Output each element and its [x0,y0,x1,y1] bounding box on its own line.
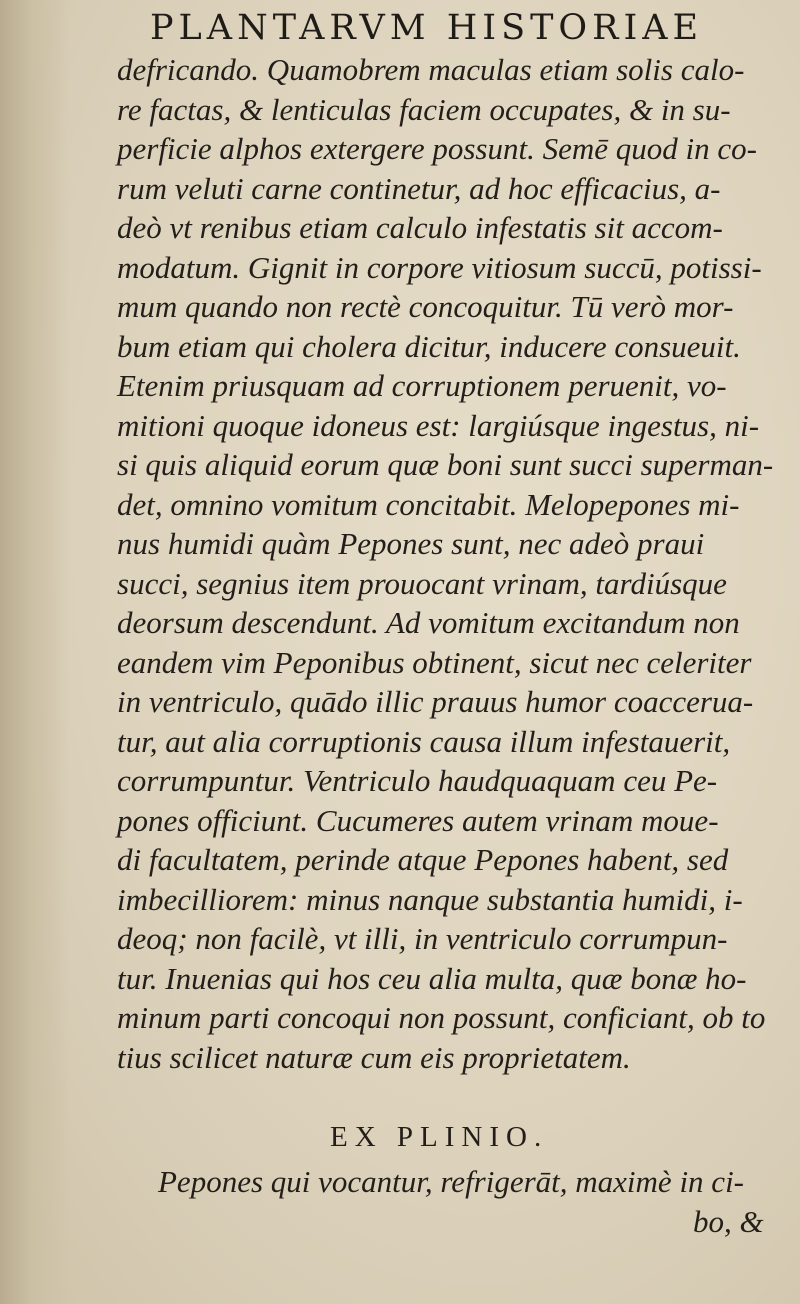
running-head: PLANTARVM HISTORIAE [150,8,704,48]
catchword: bo, & [693,1204,764,1239]
text-line: rum veluti carne continetur, ad hoc efficacius, a- [117,170,721,206]
text-line: tur. Inuenias qui hos ceu alia multa, quæ bonæ ho- [117,960,747,996]
text-line: corrumpuntur. Ventriculo haudquaquam ceu Pe- [117,763,718,798]
text-line: Pepones qui vocantur, refrigerāt, maximè in ci- [158,1164,745,1199]
text-line: defricando. Quamobrem maculas etiam solis calo- [117,52,745,87]
section-text [158,1162,798,1242]
text-line: tur, aut alia corruptionis causa illum infestauerit, [117,723,731,759]
text-line: det, omnino vomitum concitabit. Melopepones mi- [117,486,740,522]
text-line: pones officiunt. Cucumeres autem vrinam moue- [117,802,719,838]
text-line: di facultatem, perinde atque Pepones habent, sed [117,842,729,877]
body-text [117,50,797,1077]
text-line: mum quando non rectè concoquitur. Tū verò mor- [117,289,734,324]
text-line: deò vt renibus etiam calculo infestatis sit accom- [117,210,723,245]
text-line: in ventriculo, quādo illic prauus humor coaccerua- [117,684,754,719]
text-line: modatum. Gignit in corpore vitiosum succū, potissi- [117,249,762,285]
text-line: bum etiam qui cholera dicitur, inducere consueuit. [117,328,741,364]
page-gutter-shadow [0,0,70,1304]
text-line: imbecilliorem: minus nanque substantia humidi, i- [117,881,743,917]
text-line: perficie alphos extergere possunt. Semē quod in co- [117,131,757,166]
text-line: re factas, & lenticulas faciem occupates, & in su- [117,91,731,127]
text-line: tius scilicet naturæ cum eis proprietatem. [117,1039,631,1075]
text-line: mitioni quoque idoneus est: largiúsque ingestus, ni- [117,407,760,443]
text-line: nus humidi quàm Pepones sunt, nec adeò praui [117,526,705,561]
text-line: deorsum descendunt. Ad vomitum excitandum non [117,605,740,640]
text-line: eandem vim Peponibus obtinent, sicut nec celeriter [117,644,752,680]
text-line: minum parti concoqui non possunt, conficiant, ob to [117,1000,766,1035]
text-line: succi, segnius item prouocant vrinam, tardiúsque [117,565,727,601]
section-heading: EX PLINIO. [330,1121,549,1153]
text-line: Etenim priusquam ad corruptionem peruenit, vo- [117,368,727,403]
text-line: deoq; non facilè, vt illi, in ventriculo corrumpun- [117,921,728,956]
text-line: si quis aliquid eorum quæ boni sunt succi superman- [117,447,774,482]
